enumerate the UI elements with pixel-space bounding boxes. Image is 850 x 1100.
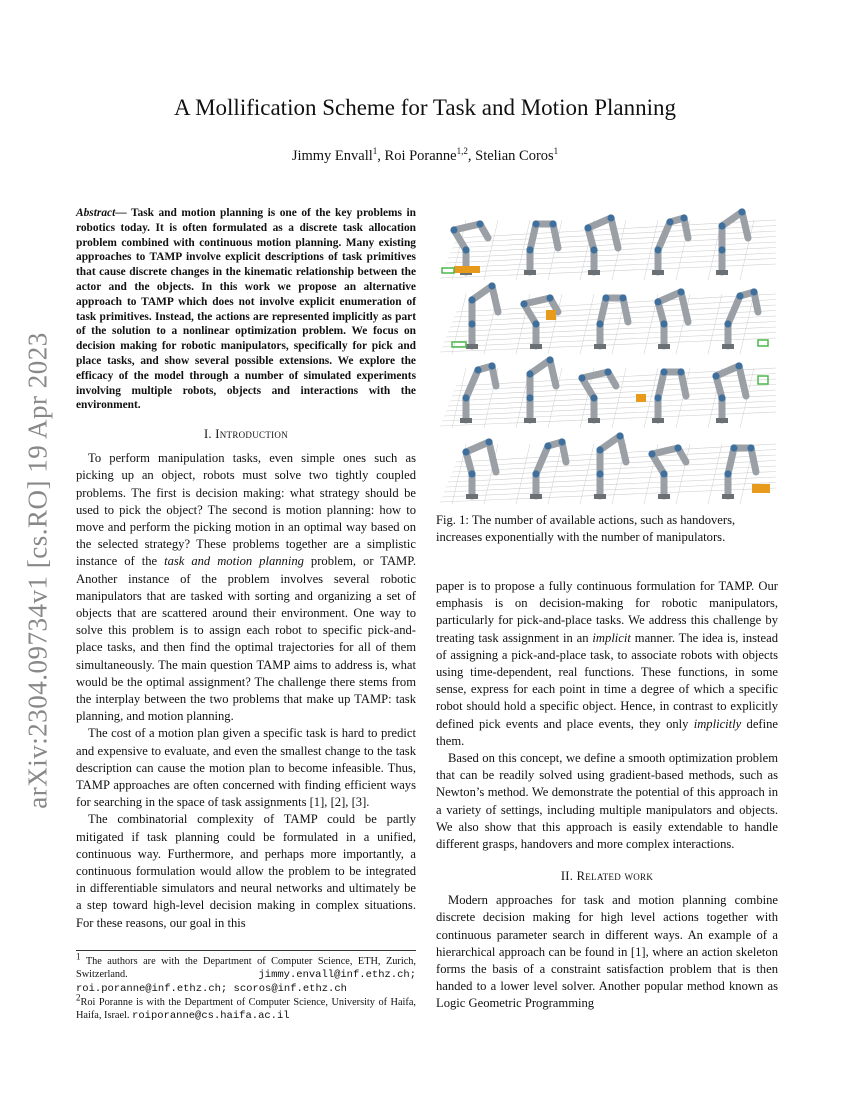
section-heading-related-work: II. Related work (560, 869, 654, 884)
robot-joint (712, 372, 719, 379)
robot-base (466, 494, 478, 499)
robot-arm (466, 366, 496, 420)
robot-joint (526, 394, 533, 401)
affiliation-mark: 1,2 (456, 146, 468, 157)
robot-joint (474, 366, 481, 373)
robot-joint (607, 214, 614, 221)
robot-arm (454, 224, 488, 272)
robot-joint (648, 450, 655, 457)
robot-base (716, 270, 728, 275)
section-heading-introduction: I. Introduction (203, 427, 289, 442)
introduction-body (76, 450, 416, 932)
robot-joint (616, 432, 623, 439)
robot-joint (596, 446, 603, 453)
robot-joint (532, 220, 539, 227)
robot-base (652, 270, 664, 275)
robot-base (588, 270, 600, 275)
robot-base (524, 418, 536, 423)
robot-arm (658, 292, 688, 346)
robot-joint (718, 222, 725, 229)
robot-arm (600, 436, 626, 496)
author-name: Stelian Coros (475, 148, 554, 164)
robot-joint (724, 320, 731, 327)
robot-joint (660, 320, 667, 327)
object-box (636, 394, 646, 402)
robot-joint (590, 246, 597, 253)
robot-simulation-figure (436, 204, 778, 510)
robot-joint (660, 368, 667, 375)
paragraph: paper is to propose a fully continuous formulation for TAMP. Our emphasis is on decision-making for robotic manipulators, particularly for pick-and-place tasks. We address this challenge by treating task assignment in an implicit manner. The idea is, instead of assigning a pick-and-place task, to associate robots with objects using time-dependent, real functions. These functions, in some sense, express for each point in time a degree of which a specific robot should hold a specific object. Hence, in contrast to explicitly defined pick events and place events, they only implicitly define them. (436, 579, 778, 748)
object-box (546, 310, 556, 320)
robot-base (722, 344, 734, 349)
robot-arm (716, 366, 746, 420)
robot-joint (680, 214, 687, 221)
robot-joint (546, 356, 553, 363)
robot-joint (532, 470, 539, 477)
footnote-1: $^1$ The authors are with the Department of Computer Science, ETH, Zurich, Switzerland. jimmy.envall@inf.ethz.ch; roi.poranne@inf.ethz.ch; scoros@inf.ethz.ch (76, 951, 417, 995)
robot-joint (488, 362, 495, 369)
robot-joint (602, 294, 609, 301)
robot-base (658, 494, 670, 499)
paragraph: Modern approaches for task and motion planning combine discrete decision making for high level actions together with continuous parameter search in different ways. An example of a hierarchical approach can be found in [1], where an action skeleton forms the basis of a constraint satisfaction problem that is then handed to a lower level solver. Another popular method known as Logic Geometric Programming (436, 893, 778, 1011)
robot-base (588, 418, 600, 423)
paragraph: Based on this concept, we define a smooth optimization problem that can be readily solved using gradient-based methods, such as Newton’s method. We demonstrate the potential of this approach in a variety of settings, including multiple manipulators and objects. We also show that this approach is easily extendable to handle different grasps, handovers and more complex interactions. (436, 751, 778, 852)
robot-base (460, 418, 472, 423)
left-column (76, 206, 416, 932)
robot-joint (488, 282, 495, 289)
robot-joint (718, 394, 725, 401)
robot-joint (485, 438, 492, 445)
object-box (454, 266, 480, 273)
robot-joint (450, 226, 457, 233)
footnotes (76, 950, 416, 1023)
affiliation-mark: 1 (553, 146, 559, 157)
paper-title: A Mollification Scheme for Task and Motion Planning (174, 95, 676, 120)
figure-1 (436, 204, 778, 510)
arxiv-id: arXiv:2304.09734v1 [cs.RO] 19 Apr 2023 (22, 331, 53, 809)
robot-joint (660, 470, 667, 477)
abstract-text: Task and motion planning is one of the key problems in robotics today. It is often formulated as a discrete task allocation problem combined with continuous motion planning. Many existing approaches to TAMP involve explicit descriptions of task primitives that cause discrete changes in the kinematic relationship between the actor and the objects. In this work we propose an alternative approach to TAMP which does not involve explicit enumeration of task primitives. Instead, the actions are represented implicitly as part of the solution to a nonlinear optimization problem. We focus on decision making for robotic manipulators, specifically for pick and place tasks, and show several possible extensions. We explore the efficacy of the model through a number of simulated experiments involving multiple robots, objects and interactions with the environment. (76, 207, 416, 412)
robot-base (524, 270, 536, 275)
robot-base (530, 344, 542, 349)
robot-joint (578, 374, 585, 381)
robot-arm (728, 292, 758, 346)
paragraph: To perform manipulation tasks, even simple ones such as picking up an object, robots must solve two tightly coupled problems. The first is decision making: what strategy should be used to pick the object? The second is motion planning: how to move and perform the picking motion in an optimal way based on the selected strategy? These problems together are a simplistic instance of the task and motion planning problem, or TAMP. Another instance of the problem involves several robotic manipulators that are tasked with sorting and organizing a set of objects that are scattered around their environment. One way to solve this problem is to assign each robot to specific pick-and-place tasks, and then find the optimal trajectories for all of them simultaneously. The main question TAMP aims to address is, what would be the optimal assignment? The challenge there stems from the interplay between the two problems that make up TAMP: task planning, and motion planning. (76, 451, 416, 724)
robot-joint (462, 246, 469, 253)
robot-joint (558, 438, 565, 445)
emphasis: task and motion planning (164, 554, 304, 569)
footnote-2: $^2$Roi Poranne is with the Department of Computer Science, University of Haifa, Haifa, Israel. roiporanne@cs.haifa.ac.il (76, 992, 416, 1022)
robot-joint (549, 220, 556, 227)
target-marker (442, 268, 454, 273)
robot-base (652, 418, 664, 423)
robot-joint (730, 444, 737, 451)
robot-base (716, 418, 728, 423)
affiliation-mark: 1 (372, 146, 378, 157)
robot-joint (747, 444, 754, 451)
robot-base (594, 494, 606, 499)
related-work-body (436, 892, 778, 1012)
floor-grid-line (548, 444, 562, 504)
robot-joint (619, 294, 626, 301)
robot-joint (750, 288, 757, 295)
robot-joint (462, 448, 469, 455)
robot-arm (582, 372, 616, 420)
robot-joint (735, 362, 742, 369)
paragraph: The cost of a motion plan given a specific task is hard to predict and expensive to evaluate, and even the smallest change to the task description can cause the motion plan to become infeasible. Thus, TAMP approaches are often concerned with finding efficient ways for searching in the space of task assignments [1], [2], [3]. (76, 726, 416, 810)
robot-joint (468, 470, 475, 477)
robot-joint (654, 298, 661, 305)
robot-joint (677, 368, 684, 375)
robot-joint (462, 394, 469, 401)
email-addresses: jimmy.envall@inf.ethz.ch; roi.poranne@inf.ethz.ch; scoros@inf.ethz.ch (76, 969, 416, 995)
email-address: roiporanne@cs.haifa.ac.il (132, 1010, 290, 1022)
robot-joint (584, 224, 591, 231)
floor-grid-line (580, 294, 594, 354)
right-body (436, 578, 778, 853)
robot-joint (532, 320, 539, 327)
robot-joint (468, 320, 475, 327)
robot-joint (468, 296, 475, 303)
paragraph: The combinatorial complexity of TAMP could be partly mitigated if task planning could be formulated in a unified, continuous way. Furthermore, and perhaps more importantly, a continuous formulation would allow the problem to be integrated in differentiable simulators and neural networks and ultimately be a step toward high-level decision making in complex situations. For these reasons, our goal in this (76, 812, 416, 930)
floor-grid-line (580, 444, 594, 504)
author-line: Jimmy Envall$^1$, Roi Poranne$^{1,2}$, Stelian Coros$^1$ (291, 146, 559, 164)
robot-joint (738, 208, 745, 215)
robot-joint (654, 246, 661, 253)
robot-joint (544, 442, 551, 449)
robot-joint (526, 370, 533, 377)
figure-caption: Fig. 1: The number of available actions, such as handovers, increases exponentially with the number of manipulators. (436, 513, 736, 544)
object-box (752, 484, 770, 493)
robot-joint (718, 246, 725, 253)
abstract-label: Abstract (76, 207, 116, 219)
robot-joint (666, 218, 673, 225)
floor-grid-line (516, 444, 530, 504)
robot-joint (724, 470, 731, 477)
abstract: Abstract— Task and motion planning is one of the key problems in robotics today. It is often formulated as a discrete task allocation problem combined with continuous motion planning. Many existing approaches to TAMP involve explicit descriptions of task primitives that cause discrete changes in the kinematic relationship between the actor and the objects. In this work we propose an alternative approach to TAMP which does not involve explicit enumeration of task primitives. Instead, the actions are represented implicitly as part of the solution to a nonlinear optimization problem. We focus on decision making for robotic manipulators, specifically for pick and place tasks, and show several possible extensions. We explore the efficacy of the model through a number of simulated experiments involving multiple robots, objects and interactions with the environment. (76, 207, 416, 412)
robot-joint (476, 220, 483, 227)
emphasis: implicitly (693, 716, 742, 731)
floor-grid-line (452, 294, 466, 354)
target-marker (758, 340, 768, 346)
robot-arm (466, 442, 496, 496)
robot-joint (654, 394, 661, 401)
author-name: Jimmy Envall (291, 148, 373, 164)
robot-joint (526, 246, 533, 253)
right-column (436, 578, 778, 1013)
floor-grid-line (740, 294, 754, 354)
robot-base (658, 344, 670, 349)
robot-base (466, 344, 478, 349)
robot-joint (677, 288, 684, 295)
author-name: Roi Poranne (384, 148, 457, 164)
robot-joint (596, 320, 603, 327)
robot-joint (674, 444, 681, 451)
robot-base (530, 494, 542, 499)
robot-joint (590, 394, 597, 401)
robot-base (594, 344, 606, 349)
robot-base (722, 494, 734, 499)
robot-joint (736, 292, 743, 299)
robot-joint (604, 368, 611, 375)
robot-arm (600, 298, 628, 346)
robot-joint (596, 470, 603, 477)
arxiv-stamp (18, 290, 58, 850)
floor-grid-line (454, 300, 776, 318)
robot-joint (520, 300, 527, 307)
robot-joint (546, 294, 553, 301)
emphasis: implicit (592, 630, 631, 645)
